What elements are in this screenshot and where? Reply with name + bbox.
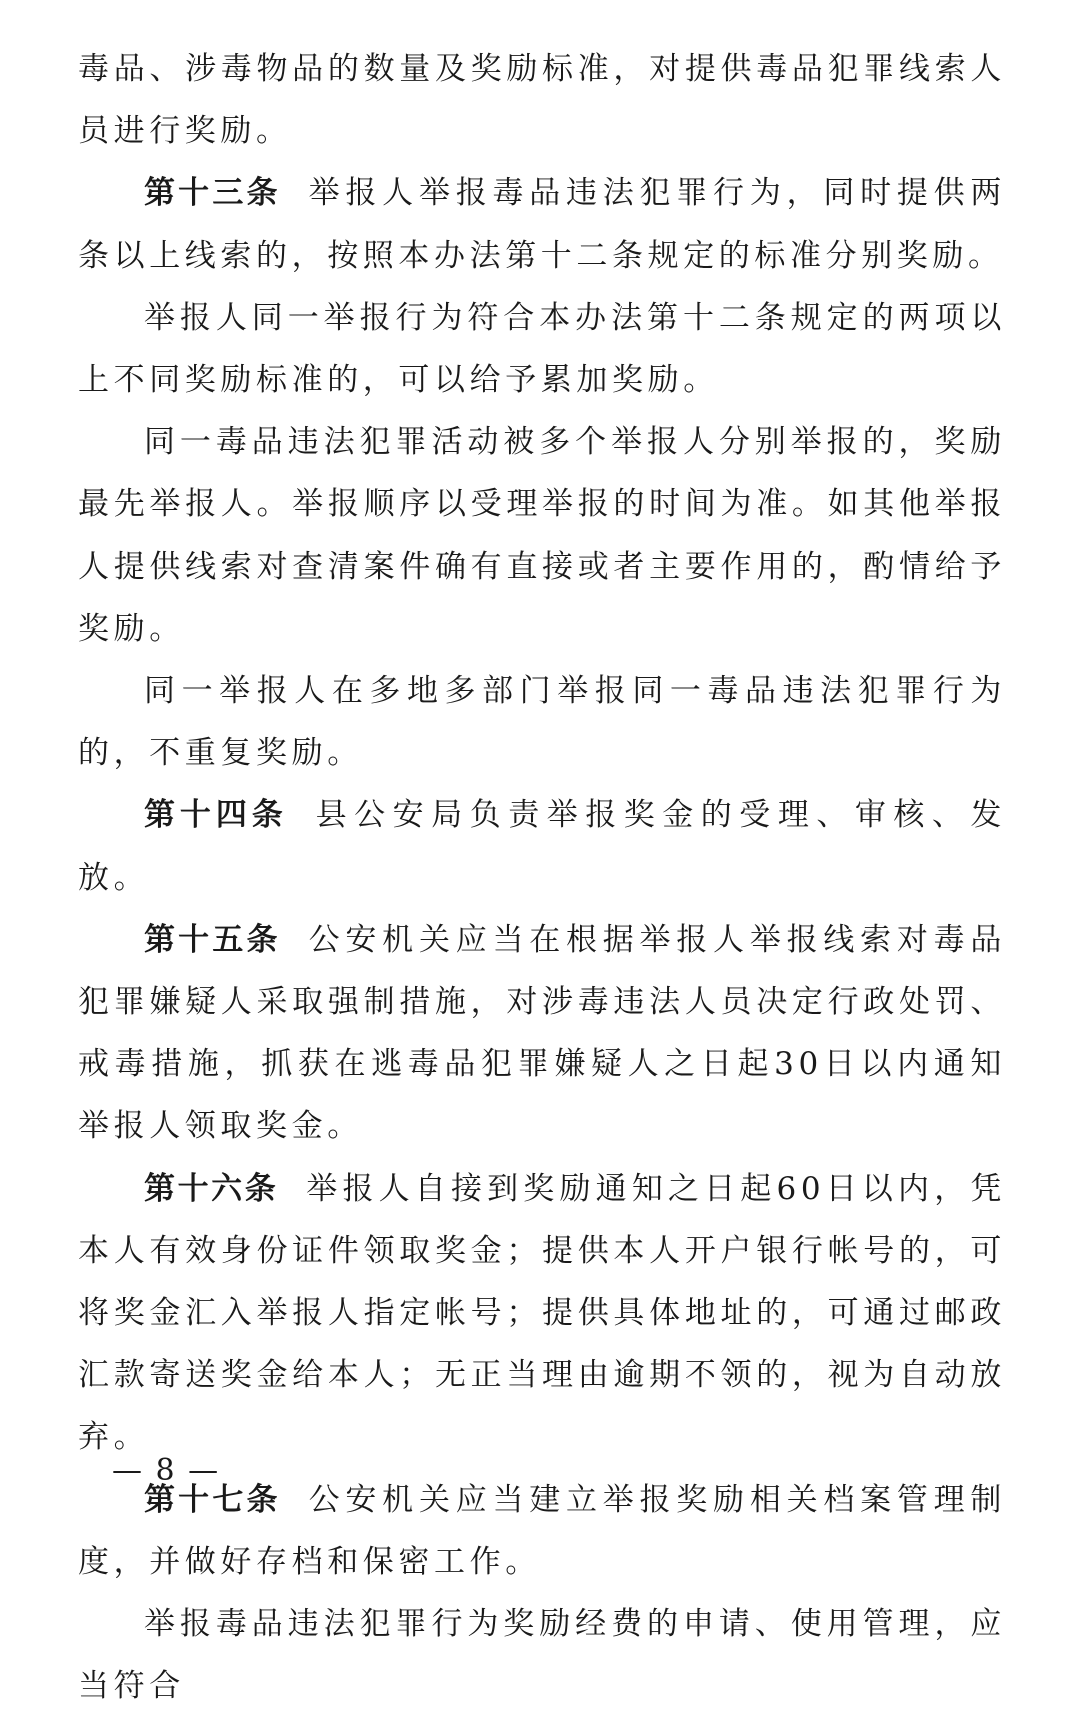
paragraph-text: 毒品、涉毒物品的数量及奖励标准，对提供毒品犯罪线索人员进行奖励。 (78, 51, 1006, 150)
paragraph-text: 举报人举报毒品违法犯罪行为，同时提供两条以上线索的，按照本办法第十二条规定的标准分别奖励。 (78, 175, 1006, 274)
article-15-paragraph (78, 909, 1006, 1158)
article-17-heading: 第十七条 (144, 1481, 281, 1518)
paragraph-text: 举报人同一举报行为符合本办法第十二条规定的两项以上不同奖励标准的，可以给予累加奖励。 (78, 299, 1006, 399)
article-14-heading: 第十四条 (144, 797, 288, 834)
article-13-heading: 第十三条 (144, 175, 281, 212)
paragraph (78, 1593, 1006, 1717)
paragraph-text: 同一毒品违法犯罪活动被多个举报人分别举报的，奖励最先举报人。举报顺序以受理举报的时间为准。如其他举报人提供线索对查清案件确有直接或者主要作用的，酌情给予奖励。 (78, 424, 1006, 647)
paragraph-text: 举报人自接到奖励通知之日起60日以内，凭本人有效身份证件领取奖金；提供本人开户银行帐号的，可将奖金汇入举报人指定帐号；提供具体地址的，可通过邮政汇款寄送奖金给本人；无正当理由逾期不领的，视为自动放弃。 (78, 1170, 1006, 1456)
article-16-paragraph (78, 1158, 1006, 1469)
page-number: — 8 — (112, 1453, 221, 1488)
paragraph-text: 公安机关应当建立举报奖励相关档案管理制度，并做好存档和保密工作。 (78, 1481, 1006, 1580)
paragraph-text: 公安机关应当在根据举报人举报线索对毒品犯罪嫌疑人采取强制措施，对涉毒违法人员决定行政处罚、戒毒措施，抓获在逃毒品犯罪嫌疑人之日起30日以内通知举报人领取奖金。 (78, 921, 1006, 1145)
article-15-heading: 第十五条 (144, 921, 281, 958)
paragraph (78, 660, 1006, 784)
article-13-paragraph (78, 162, 1006, 286)
article-16-heading: 第十六条 (144, 1170, 279, 1207)
paragraph-text: 同一举报人在多地多部门举报同一毒品违法犯罪行为的，不重复奖励。 (78, 673, 1006, 772)
paragraph-text: 举报毒品违法犯罪行为奖励经费的申请、使用管理，应当符合 (78, 1606, 1006, 1705)
paragraph (78, 287, 1006, 411)
article-14-paragraph (78, 784, 1006, 908)
paragraph-text: 县公安局负责举报奖金的受理、审核、发放。 (78, 797, 1006, 896)
paragraph (78, 411, 1006, 660)
paragraph-continuation (78, 38, 1006, 162)
